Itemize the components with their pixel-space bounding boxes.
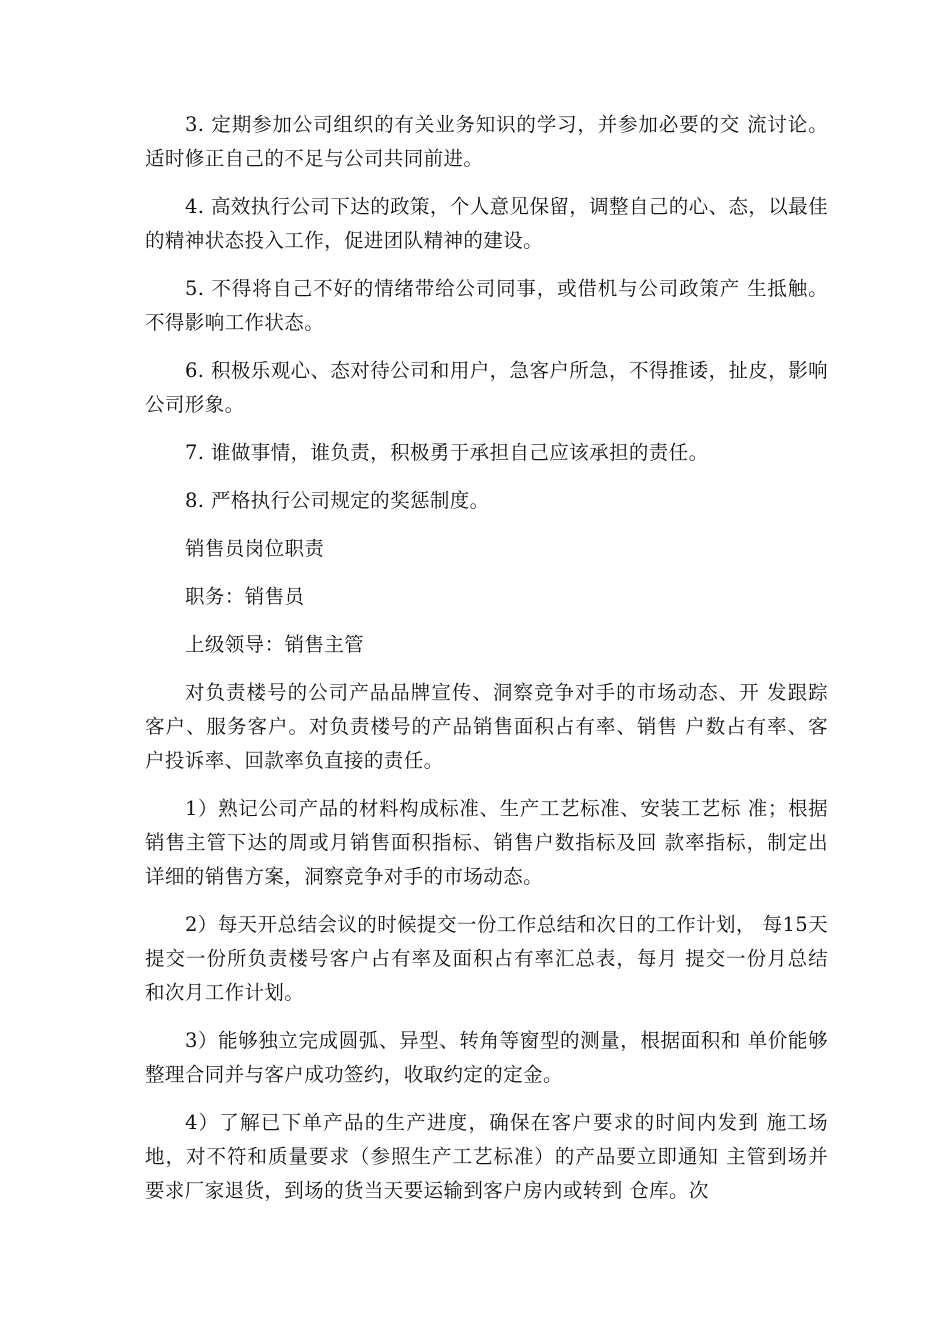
duty-item-2: 2）每天开总结会议的时候提交一份工作总结和次日的工作计划， 每15天提交一份所负责楼号客户占有率及面积占有率汇总表，每月 提交一份月总结和次月工作计划。 <box>145 913 828 1004</box>
paragraph-item-7: 7. 谁做事情，谁负责，积极勇于承担自己应该承担的责任。 <box>184 441 709 464</box>
supervisor-line: 上级领导：销售主管 <box>184 633 365 656</box>
paragraph-item-8: 8. 严格执行公司规定的奖惩制度。 <box>184 489 490 512</box>
paragraph-item-6: 6. 积极乐观心、态对待公司和用户，急客户所急，不得推诿，扯皮，影响公司形象。 <box>145 359 828 416</box>
paragraph-item-3: 3. 定期参加公司组织的有关业务知识的学习，并参加必要的交 流讨论。适时修正自己的不足与公司共同前进。 <box>145 113 828 170</box>
section-title: 销售员岗位职责 <box>184 537 325 560</box>
responsibility-summary: 对负责楼号的公司产品品牌宣传、洞察竞争对手的市场动态、开 发跟踪客户、服务客户。对负责楼号的产品销售面积占有率、销售 户数占有率、客户投诉率、回款率负直接的责任。 <box>145 681 828 772</box>
duty-item-4: 4）了解已下单产品的生产进度，确保在客户要求的时间内发到 施工场地，对不符和质量要求（参照生产工艺标准）的产品要立即通知 主管到场并要求厂家退货，到场的货当天要运输到客户房内或转到 仓库。次 <box>145 1111 828 1202</box>
duty-item-3: 3）能够独立完成圆弧、异型、转角等窗型的测量，根据面积和 单价能够整理合同并与客户成功签约，收取约定的定金。 <box>145 1029 828 1086</box>
document-body <box>145 108 828 1222</box>
position-line: 职务：销售员 <box>184 585 305 608</box>
paragraph-item-4: 4. 高效执行公司下达的政策，个人意见保留，调整自己的心、态，以最佳的精神状态投入工作，促进团队精神的建设。 <box>145 195 828 252</box>
paragraph-item-5: 5. 不得将自己不好的情绪带给公司同事，或借机与公司政策产 生抵触。不得影响工作状态。 <box>145 277 828 334</box>
duty-item-1: 1）熟记公司产品的材料构成标准、生产工艺标准、安装工艺标 准；根据销售主管下达的周或月销售面积指标、销售户数指标及回 款率指标，制定出详细的销售方案，洞察竞争对手的市场动态。 <box>145 797 828 888</box>
